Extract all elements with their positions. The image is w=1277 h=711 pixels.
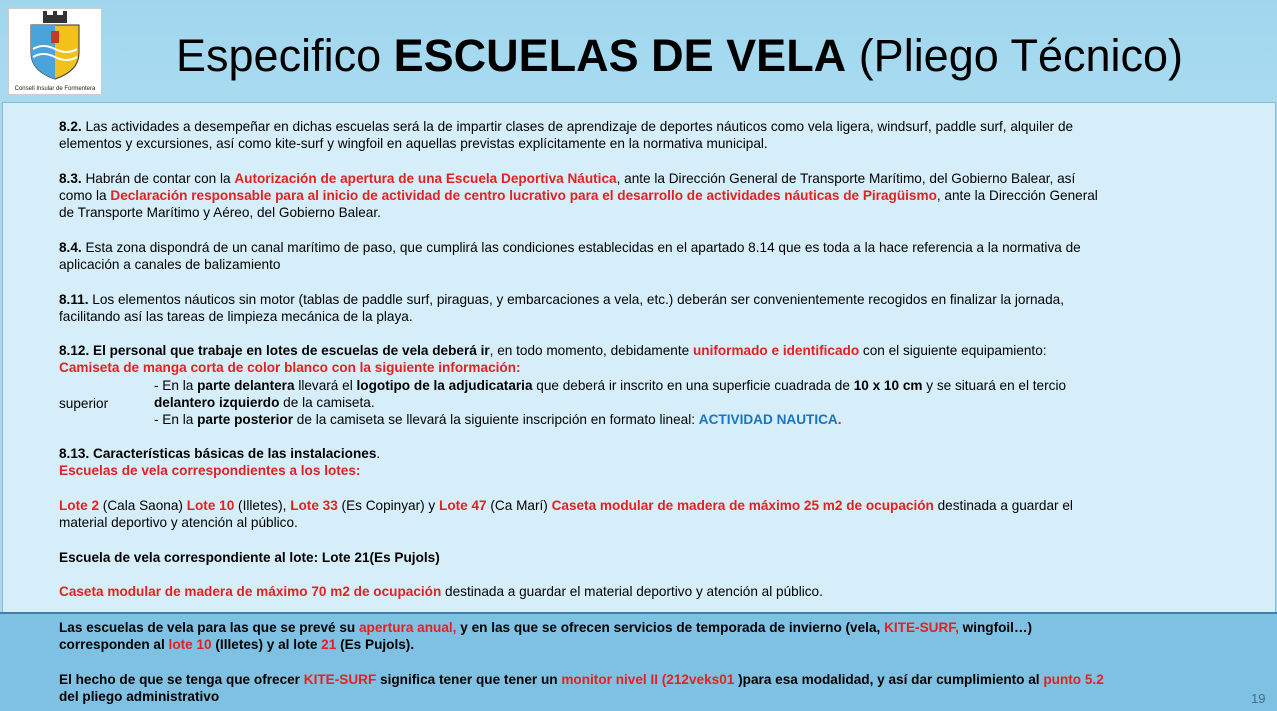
- title-suffix: (Pliego Técnico): [846, 30, 1184, 81]
- f3d: monitor nivel II (212veks01: [561, 672, 739, 687]
- footer-line4: del pliego administrativo: [59, 689, 220, 704]
- p812-item2: [154, 411, 842, 429]
- logo-caption: Consell Insular de Formentera: [14, 86, 96, 92]
- i1b: parte delantera: [197, 378, 295, 393]
- f2d: 21: [321, 637, 337, 652]
- p83-d: , ante la Dirección General: [936, 188, 1098, 203]
- p83-b: , ante la Dirección General de Transporte Marítimo, del Gobierno Balear, así: [616, 171, 1076, 186]
- p83-line1: [59, 170, 1075, 188]
- t1: (Cala Saona): [99, 498, 187, 513]
- p83-a: Habrán de contar con la: [81, 171, 235, 186]
- p84-line1: [59, 239, 1081, 257]
- p812-red1: uniformado e identificado: [692, 343, 860, 358]
- i2a: - En la: [154, 412, 198, 427]
- p813-escuela-21: Escuela de vela correspondiente al lote: Lote 21(Es Pujols): [59, 550, 440, 565]
- page-number: 19: [1251, 691, 1266, 706]
- f1c: y en las que se ofrecen servicios de temporada de invierno (vela,: [456, 620, 885, 635]
- p84-text1: Esta zona dispondrá de un canal marítimo de paso, que cumplirá las condiciones establecidas en el apartado 8.14 que es toda a la hace referencia a la normativa de: [81, 240, 1081, 255]
- lote2: Lote 2: [59, 498, 100, 513]
- p812-item1: [154, 377, 1066, 395]
- i1e: que deberá ir inscrito en una superficie cuadrada de: [532, 378, 854, 393]
- p82-line1: [59, 118, 1073, 136]
- i2d: ACTIVIDAD NAUTICA: [698, 412, 838, 427]
- p811-line2: facilitando así las tareas de limpieza mecánica de la playa.: [59, 309, 413, 324]
- footer-line2: [59, 636, 414, 654]
- lote47: Lote 47: [439, 498, 487, 513]
- p812-item1-cont: [154, 394, 375, 412]
- footer-line1: [59, 619, 1032, 637]
- p813-lotes-line2: material deportivo y atención al público.: [59, 515, 298, 530]
- p82-num: 8.2.: [59, 119, 82, 134]
- lote10: Lote 10: [186, 498, 235, 513]
- f1b: apertura anual,: [359, 620, 457, 635]
- f3b: KITE-SURF: [303, 672, 377, 687]
- p813-line2: Escuelas de vela correspondientes a los lotes:: [59, 463, 361, 478]
- p812-superior: superior: [59, 396, 109, 411]
- f2b: lote 10: [168, 637, 212, 652]
- i1d: logotipo de la adjudicataria: [356, 378, 533, 393]
- f3c: significa tener que tener un: [376, 672, 562, 687]
- consell-logo: [8, 8, 102, 95]
- i1a: - En la: [154, 378, 198, 393]
- i2b: parte posterior: [197, 412, 294, 427]
- f3f: punto 5.2: [1043, 672, 1104, 687]
- f1d: KITE-SURF,: [884, 620, 959, 635]
- i2c: de la camiseta se llevará la siguiente inscripción en formato lineal:: [293, 412, 699, 427]
- title-prefix: Especifico: [176, 30, 394, 81]
- p84-num: 8.4.: [59, 240, 82, 255]
- caseta25: Caseta modular de madera de máximo 25 m2 de ocupación: [551, 498, 934, 513]
- f3e: )para esa modalidad, y así dar cumplimiento al: [738, 672, 1044, 687]
- f2a: corresponden al: [59, 637, 169, 652]
- f2e: (Es Pujols).: [336, 637, 415, 652]
- p82-line2: elementos y excursiones, así como kite-surf y wingfoil en aquellas previstas explícitamente en la normativa municipal.: [59, 136, 768, 151]
- p812-line2: Camiseta de manga corta de color blanco con la siguiente información:: [59, 360, 521, 375]
- f1e: wingfoil…): [958, 620, 1033, 635]
- f1a: Las escuelas de vela para las que se prevé su: [59, 620, 359, 635]
- p813-lotes-line: [59, 497, 1073, 515]
- coat-of-arms-icon: [9, 9, 101, 84]
- p813-line1: [59, 445, 380, 463]
- lote33: Lote 33: [290, 498, 338, 513]
- p83-red2: Declaración responsable para al inicio de actividad de centro lucrativo para el desarrollo de actividades náuticas de Piragüismo: [110, 188, 937, 203]
- p813-caseta70-line: [59, 583, 823, 601]
- p812-a: , en todo momento, debidamente: [489, 343, 693, 358]
- p812-line1: [59, 342, 1047, 360]
- p813-lead: 8.13. Características básicas de las instalaciones: [59, 446, 377, 461]
- p813-dot: .: [376, 446, 381, 461]
- caseta70: Caseta modular de madera de máximo 70 m2 de ocupación: [59, 584, 442, 599]
- t2: (Illetes),: [234, 498, 291, 513]
- i1i: de la camiseta.: [279, 395, 375, 410]
- f3a: El hecho de que se tenga que ofrecer: [59, 672, 304, 687]
- p83-c: como la: [59, 188, 111, 203]
- p811-text1: Los elementos náuticos sin motor (tablas de paddle surf, piraguas, y embarcaciones a vela, etc.) deberán ser convenientemente recogidos en finalizar la jornada,: [88, 292, 1065, 307]
- slide-title: [176, 28, 1183, 84]
- p811-line1: [59, 291, 1064, 309]
- t7: destinada a guardar el material deportivo y atención al público.: [441, 584, 823, 599]
- f2c: (Illetes) y al lote: [211, 637, 322, 652]
- title-bold: ESCUELAS DE VELA: [393, 30, 847, 81]
- p84-line2: aplicación a canales de balizamiento: [59, 257, 281, 272]
- i1h: delantero izquierdo: [154, 395, 280, 410]
- i1c: llevará el: [294, 378, 357, 393]
- t5: destinada a guardar el: [933, 498, 1073, 513]
- p83-line2: [59, 187, 1098, 205]
- p811-num: 8.11.: [59, 292, 89, 307]
- t3: (Es Copinyar) y: [337, 498, 440, 513]
- p82-text1: Las actividades a desempeñar en dichas escuelas será la de impartir clases de aprendizaje de deportes náuticos como vela ligera, windsurf, paddle surf, alquiler de: [81, 119, 1074, 134]
- p812-b: con el siguiente equipamiento:: [859, 343, 1047, 358]
- p83-num: 8.3.: [59, 171, 82, 186]
- p83-line3: de Transporte Marítimo y Aéreo, del Gobierno Balear.: [59, 205, 381, 220]
- i2e: .: [837, 412, 842, 427]
- footer-line3: [59, 671, 1104, 689]
- p83-red1: Autorización de apertura de una Escuela Deportiva Náutica: [234, 171, 617, 186]
- t4: (Ca Marí): [486, 498, 552, 513]
- i1g: y se situará en el tercio: [922, 378, 1067, 393]
- slide-header: [0, 0, 1277, 96]
- p812-lead: 8.12. El personal que trabaje en lotes de escuelas de vela deberá ir: [59, 343, 490, 358]
- i1f: 10 x 10 cm: [853, 378, 923, 393]
